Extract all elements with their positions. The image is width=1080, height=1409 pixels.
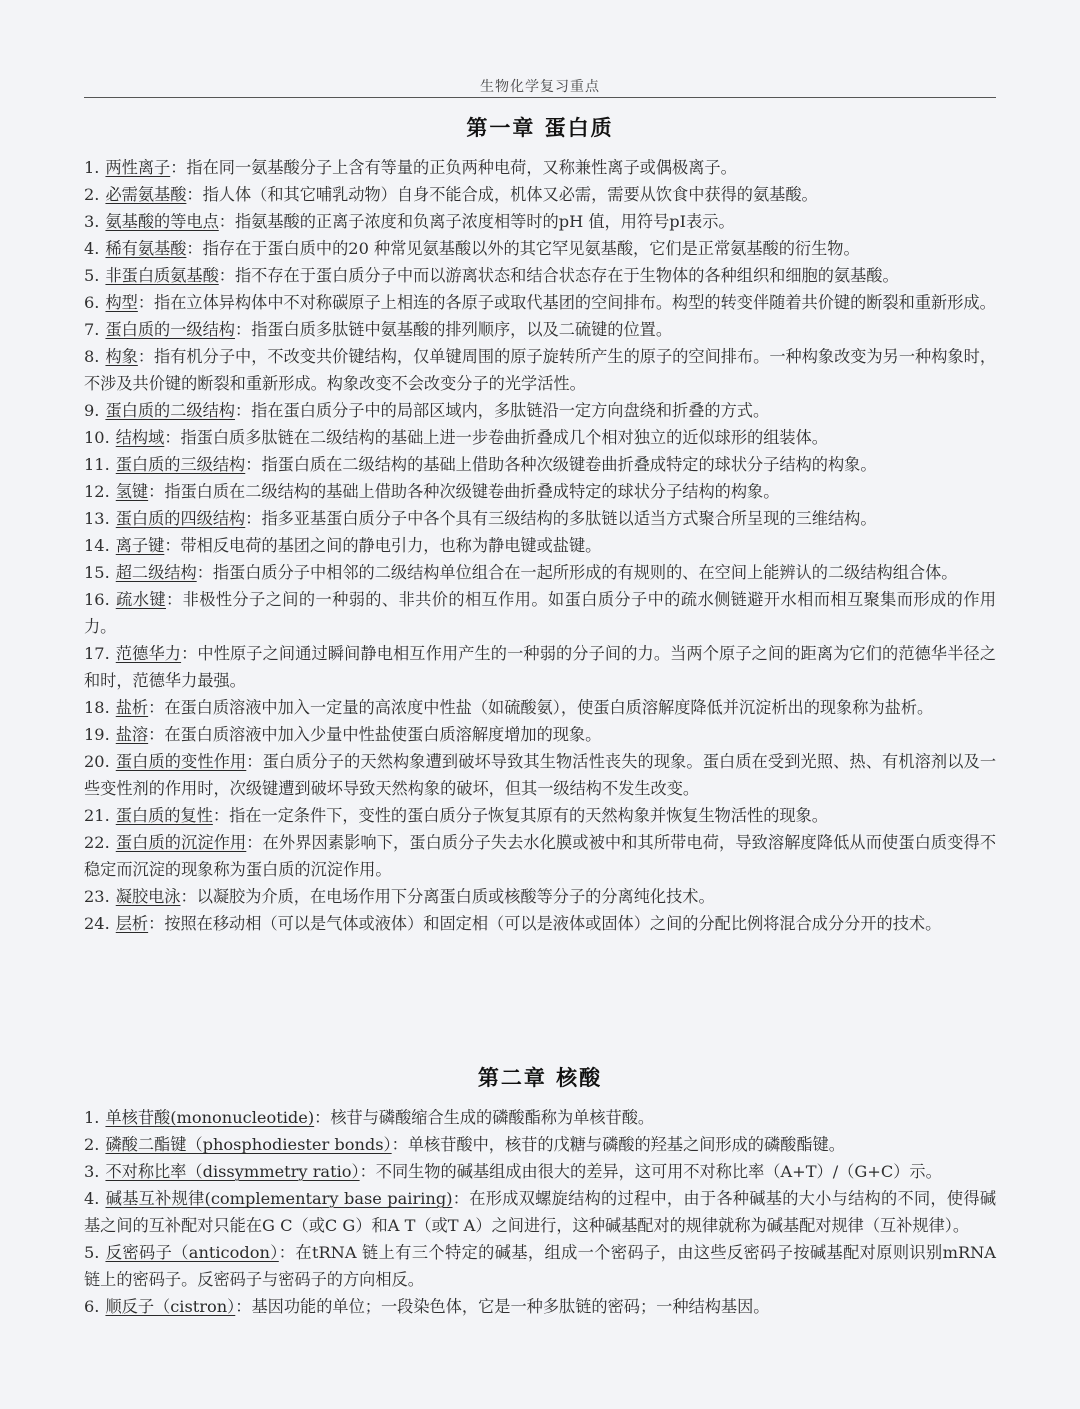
defined-term: 构象 xyxy=(105,347,138,366)
term-separator: ： xyxy=(137,347,155,366)
term-separator: ： xyxy=(246,833,263,852)
term-separator: ： xyxy=(218,266,235,285)
entry-number: 3. xyxy=(84,212,100,231)
definition-text: 核苷与磷酸缩合生成的磷酸酯称为单核苷酸。 xyxy=(330,1108,655,1127)
definition-entry xyxy=(84,1239,996,1293)
term-separator: ： xyxy=(148,698,165,717)
definition-text: 指存在于蛋白质中的20 种常见氨基酸以外的其它罕见氨基酸，它们是正常氨基酸的衍生物。 xyxy=(202,239,860,258)
entry-number: 16. xyxy=(84,590,110,609)
entry-number: 15. xyxy=(84,563,110,582)
term-separator: ： xyxy=(245,509,262,528)
defined-term: 结构域 xyxy=(115,428,165,447)
defined-term: 蛋白质的变性作用 xyxy=(115,752,247,771)
defined-term: 疏水键 xyxy=(115,590,166,609)
entry-number: 21. xyxy=(84,806,110,825)
defined-term: 两性离子 xyxy=(105,158,171,177)
definition-entry xyxy=(84,883,996,910)
defined-term: 单核苷酸(mononucleotide) xyxy=(105,1108,315,1127)
entry-number: 13. xyxy=(84,509,110,528)
entry-number: 24. xyxy=(84,914,110,933)
term-separator: ： xyxy=(235,1297,252,1316)
definition-text: 在tRNA 链上有三个特定的碱基，组成一个密码子，由这些反密码子按碱基配对原则识别mRNA 链上的密码子。反密码子与密码子的方向相反。 xyxy=(84,1243,996,1289)
definition-entry xyxy=(84,802,996,829)
entry-number: 18. xyxy=(84,698,110,717)
running-header: 生物化学复习重点 xyxy=(480,79,600,95)
defined-term: 层析 xyxy=(115,914,149,933)
defined-term: 凝胶电泳 xyxy=(115,887,181,906)
entry-number: 4. xyxy=(84,1189,100,1208)
term-separator: ： xyxy=(170,158,187,177)
term-separator: ： xyxy=(181,644,198,663)
definition-text: 在蛋白质溶液中加入少量中性盐使蛋白质溶解度增加的现象。 xyxy=(164,725,602,744)
entry-number: 1. xyxy=(84,158,100,177)
defined-term: 顺反子（cistron） xyxy=(105,1297,236,1316)
defined-term: 蛋白质的三级结构 xyxy=(115,455,246,474)
definition-entry xyxy=(84,397,996,424)
definition-text: 指蛋白质在二级结构的基础上借助各种次级键卷曲折叠成特定的球状分子结构的构象。 xyxy=(164,482,780,501)
definition-entry xyxy=(84,1131,996,1158)
definition-text: 指多亚基蛋白质分子中各个具有三级结构的多肽链以适当方式聚合所呈现的三维结构。 xyxy=(261,509,877,528)
term-separator: ： xyxy=(391,1135,408,1154)
definition-text: 单核苷酸中，核苷的戊糖与磷酸的羟基之间形成的磷酸酯键。 xyxy=(407,1135,845,1154)
entry-number: 6. xyxy=(84,1297,100,1316)
definition-entry xyxy=(84,1293,996,1320)
defined-term: 不对称比率（dissymmetry ratio） xyxy=(105,1162,360,1181)
defined-term: 蛋白质的二级结构 xyxy=(105,401,235,420)
term-separator: ： xyxy=(314,1108,331,1127)
term-separator: ： xyxy=(234,401,252,420)
term-separator: ： xyxy=(164,536,181,555)
definition-text: 指蛋白质多肽链中氨基酸的排列顺序，以及二硫键的位置。 xyxy=(251,320,673,339)
definition-entry xyxy=(84,316,996,343)
definition-text: 不同生物的碱基组成由很大的差异，这可用不对称比率（A+T）/（G+C）示。 xyxy=(375,1162,942,1181)
definition-entry xyxy=(84,640,996,694)
term-separator: ： xyxy=(246,752,263,771)
definition-text: 以凝胶为介质，在电场作用下分离蛋白质或核酸等分子的分离纯化技术。 xyxy=(196,887,715,906)
term-separator: ： xyxy=(148,725,165,744)
definition-text: 在形成双螺旋结构的过程中，由于各种碱基的大小与结构的不同，使得碱基之间的互补配对只能在G C（或C G）和A T（或T A）之间进行，这种碱基配对的规律就称为碱基配对规律（互补规律）。 xyxy=(84,1189,997,1235)
definition-entry xyxy=(84,262,996,289)
term-separator: ： xyxy=(186,185,203,204)
definition-entry xyxy=(84,451,996,478)
defined-term: 稀有氨基酸 xyxy=(105,239,187,258)
definition-text: 基因功能的单位；一段染色体，它是一种多肽链的密码；一种结构基因。 xyxy=(251,1297,770,1316)
entry-number: 4. xyxy=(84,239,100,258)
definition-text: 指人体（和其它哺乳动物）自身不能合成，机体又必需，需要从饮食中获得的氨基酸。 xyxy=(202,185,818,204)
defined-term: 构型 xyxy=(105,293,138,312)
entry-number: 9. xyxy=(84,401,100,420)
term-separator: ： xyxy=(148,482,165,501)
defined-term: 范德华力 xyxy=(115,644,182,663)
entry-number: 3. xyxy=(84,1162,100,1181)
entry-number: 7. xyxy=(84,320,100,339)
defined-term: 非蛋白质氨基酸 xyxy=(105,266,219,285)
definition-entry xyxy=(84,154,996,181)
definition-text: 中性原子之间通过瞬间静电相互作用产生的一种弱的分子间的力。当两个原子之间的距离为它们的范德华半径之和时，范德华力最强。 xyxy=(84,644,997,690)
definition-entry xyxy=(84,532,996,559)
defined-term: 盐溶 xyxy=(115,725,149,744)
entry-number: 6. xyxy=(84,293,100,312)
term-separator: ： xyxy=(186,239,203,258)
entry-number: 11. xyxy=(84,455,110,474)
definition-text: 指蛋白质在二级结构的基础上借助各种次级键卷曲折叠成特定的球状分子结构的构象。 xyxy=(261,455,877,474)
definition-entry xyxy=(84,748,996,802)
entry-number: 14. xyxy=(84,536,110,555)
definition-text: 蛋白质分子的天然构象遭到破坏导致其生物活性丧失的现象。蛋白质在受到光照、热、有机溶剂以及一些变性剂的作用时，次级键遭到破坏导致天然构象的破坏，但其一级结构不发生改变。 xyxy=(84,752,997,798)
defined-term: 磷酸二酯键（phosphodiester bonds） xyxy=(105,1135,392,1154)
entry-number: 2. xyxy=(84,1135,100,1154)
defined-term: 蛋白质的复性 xyxy=(115,806,213,825)
defined-term: 超二级结构 xyxy=(115,563,197,582)
defined-term: 蛋白质的一级结构 xyxy=(105,320,235,339)
defined-term: 离子键 xyxy=(115,536,165,555)
definition-entry xyxy=(84,559,996,586)
entry-number: 23. xyxy=(84,887,110,906)
definition-entry xyxy=(84,721,996,748)
term-separator: ： xyxy=(196,563,213,582)
entry-number: 8. xyxy=(84,347,100,366)
definition-entry xyxy=(84,343,996,397)
definition-text: 带相反电荷的基团之间的静电引力，也称为静电键或盐键。 xyxy=(180,536,602,555)
definition-text: 非极性分子之间的一种弱的、非共价的相互作用。如蛋白质分子中的疏水侧链避开水相而相互聚集而形成的作用力。 xyxy=(84,590,997,636)
definition-entry xyxy=(84,478,996,505)
term-separator: ： xyxy=(137,293,155,312)
defined-term: 碱基互补规律(complementary base pairing) xyxy=(105,1189,453,1208)
definition-entry xyxy=(84,235,996,262)
defined-term: 蛋白质的四级结构 xyxy=(115,509,246,528)
entry-number: 5. xyxy=(84,1243,100,1262)
definition-text: 指在立体异构体中不对称碳原子上相连的各原子或取代基团的空间排布。构型的转变伴随着共价键的断裂和重新形成。 xyxy=(154,293,996,312)
definition-text: 指在一定条件下，变性的蛋白质分子恢复其原有的天然构象并恢复生物活性的现象。 xyxy=(229,806,828,825)
definition-text: 在外界因素影响下，蛋白质分子失去水化膜或被中和其所带电荷，导致溶解度降低从而使蛋白质变得不稳定而沉淀的现象称为蛋白质的沉淀作用。 xyxy=(84,833,997,879)
definition-entry xyxy=(84,208,996,235)
entry-number: 2. xyxy=(84,185,100,204)
definition-text: 在蛋白质溶液中加入一定量的高浓度中性盐（如硫酸氨），使蛋白质溶解度降低并沉淀析出的现象称为盐析。 xyxy=(164,698,934,717)
chapter-2-title: 第二章 核酸 xyxy=(477,1065,603,1090)
definition-text: 指蛋白质分子中相邻的二级结构单位组合在一起所形成的有规则的、在空间上能辨认的二级结构组合体。 xyxy=(212,563,958,582)
term-separator: ： xyxy=(359,1162,376,1181)
definition-entry xyxy=(84,694,996,721)
definition-text: 指不存在于蛋白质分子中而以游离状态和结合状态存在于生物体的各种组织和细胞的氨基酸。 xyxy=(234,266,899,285)
definition-text: 指蛋白质多肽链在二级结构的基础上进一步卷曲折叠成几个相对独立的近似球形的组装体。 xyxy=(180,428,828,447)
definition-text: 指在蛋白质分子中的局部区域内，多肽链沿一定方向盘绕和折叠的方式。 xyxy=(251,401,770,420)
definition-entry xyxy=(84,1104,996,1131)
chapter-2-definitions xyxy=(84,1104,996,1320)
definition-entry xyxy=(84,289,996,316)
definition-entry xyxy=(84,1185,996,1239)
defined-term: 反密码子（anticodon） xyxy=(105,1243,279,1262)
definition-text: 指在同一氨基酸分子上含有等量的正负两种电荷，又称兼性离子或偶极离子。 xyxy=(186,158,737,177)
term-separator: ： xyxy=(166,590,183,609)
definition-entry xyxy=(84,586,996,640)
definition-entry xyxy=(84,829,996,883)
definition-entry xyxy=(84,181,996,208)
defined-term: 盐析 xyxy=(115,698,149,717)
term-separator: ： xyxy=(212,806,230,825)
definition-text: 指有机分子中，不改变共价键结构，仅单键周围的原子旋转所产生的原子的空间排布。一种构象改变为另一种构象时，不涉及共价键的断裂和重新形成。构象改变不会改变分子的光学活性。 xyxy=(84,347,997,393)
chapter-1-definitions xyxy=(84,154,996,937)
term-separator: ： xyxy=(218,212,235,231)
term-separator: ： xyxy=(452,1189,470,1208)
entry-number: 10. xyxy=(84,428,110,447)
defined-term: 蛋白质的沉淀作用 xyxy=(115,833,247,852)
entry-number: 19. xyxy=(84,725,110,744)
entry-number: 22. xyxy=(84,833,110,852)
definition-entry xyxy=(84,910,996,937)
entry-number: 12. xyxy=(84,482,110,501)
term-separator: ： xyxy=(148,914,165,933)
entry-number: 1. xyxy=(84,1108,100,1127)
defined-term: 氨基酸的等电点 xyxy=(105,212,219,231)
definition-entry xyxy=(84,505,996,532)
chapter-1-title: 第一章 蛋白质 xyxy=(466,115,614,140)
term-separator: ： xyxy=(180,887,197,906)
term-separator: ： xyxy=(278,1243,296,1262)
definition-entry xyxy=(84,1158,996,1185)
definition-entry xyxy=(84,424,996,451)
term-separator: ： xyxy=(164,428,181,447)
entry-number: 17. xyxy=(84,644,110,663)
term-separator: ： xyxy=(245,455,262,474)
defined-term: 氢键 xyxy=(115,482,149,501)
defined-term: 必需氨基酸 xyxy=(105,185,187,204)
definition-text: 按照在移动相（可以是气体或液体）和固定相（可以是液体或固体）之间的分配比例将混合成分分开的技术。 xyxy=(164,914,942,933)
entry-number: 5. xyxy=(84,266,100,285)
definition-text: 指氨基酸的正离子浓度和负离子浓度相等时的pH 值，用符号pI表示。 xyxy=(234,212,735,231)
entry-number: 20. xyxy=(84,752,110,771)
term-separator: ： xyxy=(234,320,252,339)
header-rule xyxy=(84,97,996,98)
